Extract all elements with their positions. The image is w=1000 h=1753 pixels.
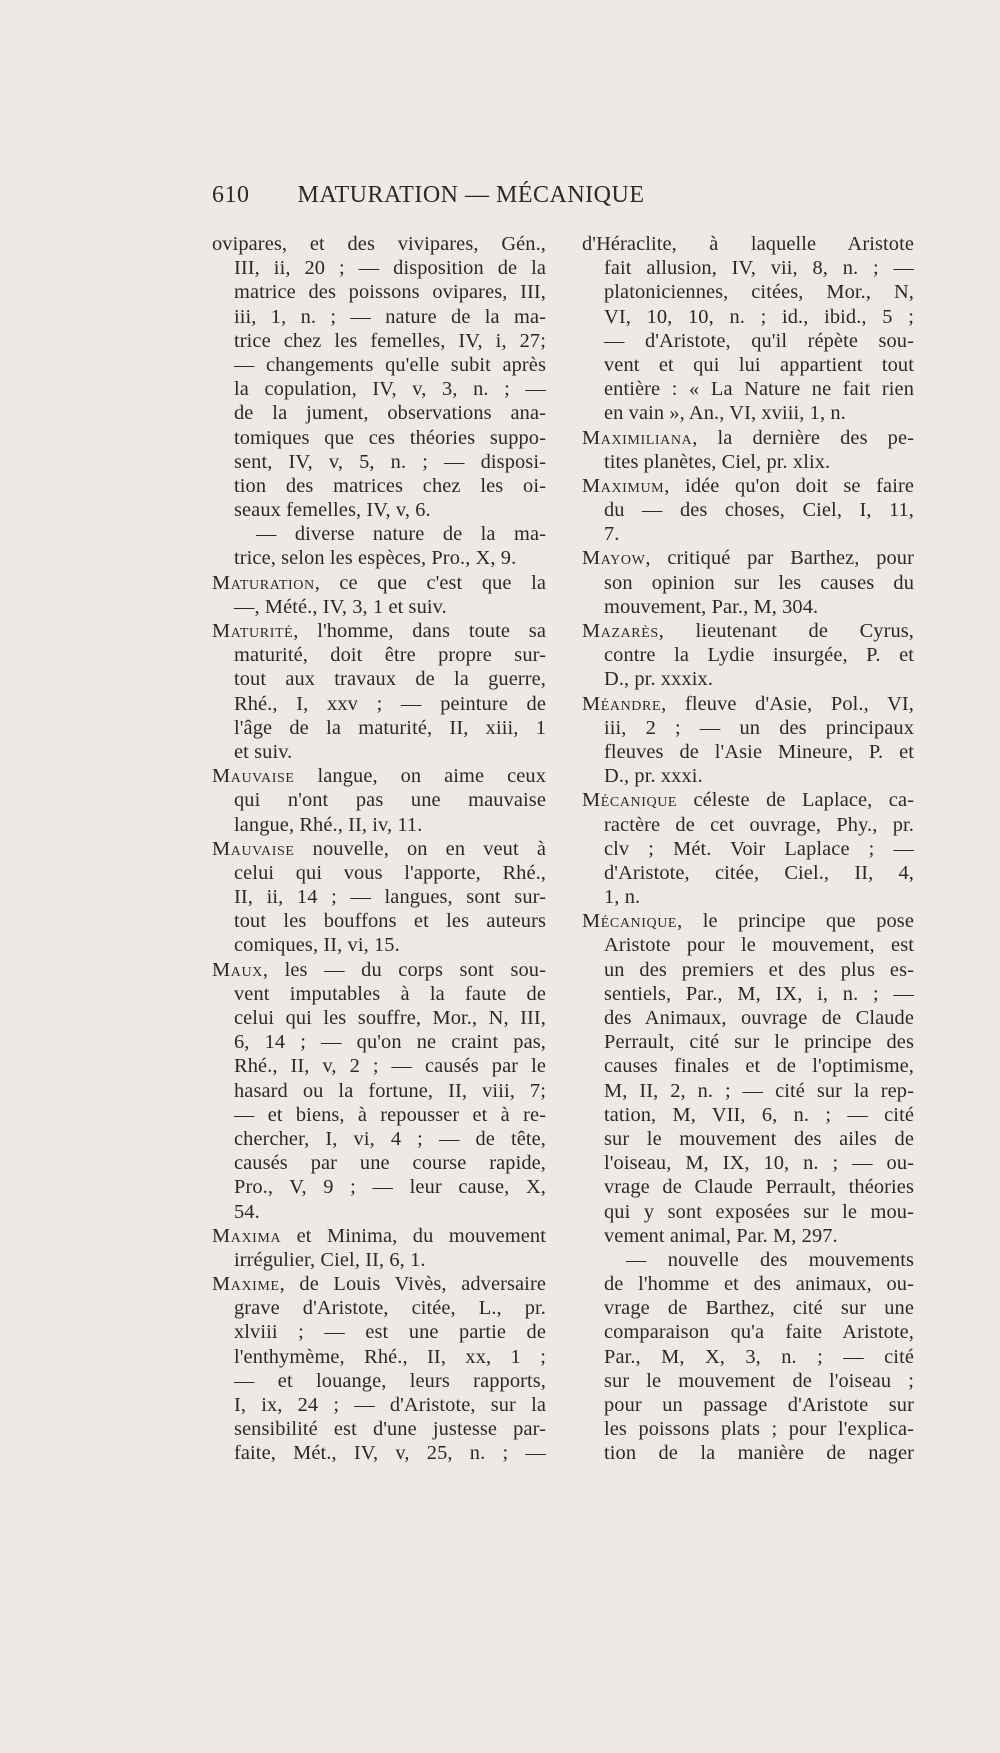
index-line: mouvement, Par., M, 304.	[604, 595, 819, 618]
index-line: Maxime, de Louis Vivès, adversaire	[212, 1273, 546, 1296]
index-headword: Mauvaise	[212, 837, 295, 860]
index-line: Pro., V, 9 ; — leur cause, X,	[234, 1176, 546, 1199]
index-line: de l'homme et des animaux, ou-	[604, 1273, 914, 1296]
index-line: Rhé., I, xxv ; — peinture de	[234, 692, 546, 715]
index-line: vent et qui lui appartient tout	[604, 353, 914, 376]
index-line: tout aux travaux de la guerre,	[234, 668, 546, 691]
index-line: l'enthymème, Rhé., II, xx, 1 ;	[234, 1345, 546, 1368]
index-line: d'Héraclite, à laquelle Aristote	[582, 233, 914, 255]
page-header	[212, 182, 730, 214]
index-line: Par., M, X, 3, n. ; — cité	[604, 1345, 914, 1368]
index-line: Mécanique céleste de Laplace, ca-	[582, 789, 914, 812]
index-line: du — des choses, Ciel, I, 11,	[604, 499, 914, 522]
index-line: comiques, II, vi, 15.	[234, 934, 400, 957]
index-line: Mécanique, le principe que pose	[582, 910, 914, 933]
index-line: trice chez les femelles, IV, i, 27;	[234, 329, 546, 352]
index-line: Mauvaise nouvelle, on en veut à	[212, 837, 546, 860]
index-line: en vain », An., VI, xviii, 1, n.	[604, 402, 846, 425]
index-line: vement animal, Par. M, 297.	[604, 1224, 838, 1247]
index-line: ractère de cet ouvrage, Phy., pr.	[604, 813, 914, 836]
index-headword: Maxime	[212, 1273, 280, 1296]
right-column	[582, 232, 914, 1466]
index-headword: Maturation	[212, 571, 315, 594]
index-line: Maturation, ce que c'est que la	[212, 571, 546, 594]
index-headword: Maxima	[212, 1224, 282, 1247]
index-line: 1, n.	[604, 886, 641, 909]
index-line: chercher, I, vi, 4 ; — de tête,	[234, 1127, 546, 1150]
index-line: sensibilité est d'une justesse par-	[234, 1418, 546, 1441]
index-line: — et biens, à repousser et à re-	[234, 1103, 546, 1126]
index-line: entière : « La Nature ne fait rien	[604, 378, 914, 401]
index-line: pour un passage d'Aristote sur	[604, 1394, 914, 1416]
index-line: la copulation, IV, v, 3, n. ; —	[234, 378, 546, 401]
index-line: Mazarès, lieutenant de Cyrus,	[582, 620, 914, 642]
index-line: hasard ou la fortune, II, viii, 7;	[234, 1079, 546, 1102]
index-line: causes finales et de l'optimisme,	[604, 1055, 914, 1078]
index-line: et suiv.	[234, 740, 293, 763]
index-line: comparaison qu'a faite Aristote,	[604, 1321, 914, 1344]
index-line: d'Aristote, citée, Ciel., II, 4,	[604, 861, 914, 884]
index-line: Mauvaise langue, on aime ceux	[212, 765, 546, 788]
index-headword: Maximiliana	[582, 426, 693, 449]
index-line: fleuves de l'Asie Mineure, P. et	[604, 740, 914, 763]
index-line: VI, 10, 10, n. ; id., ibid., 5 ;	[604, 305, 914, 328]
index-line: tation, M, VII, 6, n. ; — cité	[604, 1103, 914, 1126]
index-line: sent, IV, v, 5, n. ; — disposi-	[234, 450, 546, 473]
index-line: 54.	[234, 1200, 260, 1223]
index-line: — changements qu'elle subit après	[234, 353, 546, 376]
index-line: faite, Mét., IV, v, 25, n. ; —	[234, 1442, 546, 1465]
index-line: Méandre, fleuve d'Asie, Pol., VI,	[582, 692, 914, 715]
index-line: III, ii, 20 ; — disposition de la	[234, 257, 546, 280]
index-line: ovipares, et des vivipares, Gén.,	[212, 233, 546, 255]
index-line: l'oiseau, M, IX, 10, n. ; — ou-	[604, 1152, 914, 1175]
index-line: Maxima et Minima, du mouvement	[212, 1224, 546, 1247]
index-line: Maximum, idée qu'on doit se faire	[582, 474, 914, 497]
index-line: — diverse nature de la ma-	[256, 523, 546, 546]
index-headword: Maux	[212, 958, 263, 981]
index-line: Aristote pour le mouvement, est	[604, 934, 914, 957]
index-line: qui y sont exposées sur le mou-	[604, 1200, 914, 1223]
index-line: platoniciennes, citées, Mor., N,	[604, 281, 914, 304]
index-line: 6, 14 ; — qu'on ne craint pas,	[234, 1031, 546, 1054]
index-line: des Animaux, ouvrage de Claude	[604, 1007, 914, 1029]
index-headword: Maturité	[212, 620, 294, 642]
index-line: un des premiers et des plus es-	[604, 958, 914, 981]
index-line: I, ix, 24 ; — d'Aristote, sur la	[234, 1394, 546, 1416]
index-line: M, II, 2, n. ; — cité sur la rep-	[604, 1079, 914, 1102]
index-line: tion de la manière de nager	[604, 1442, 914, 1465]
index-line: — d'Aristote, qu'il répète sou-	[604, 329, 914, 352]
index-line: irrégulier, Ciel, II, 6, 1.	[234, 1248, 426, 1271]
index-line: clv ; Mét. Voir Laplace ; —	[604, 837, 914, 860]
index-line: tion des matrices chez les oi-	[234, 474, 546, 497]
index-line: sentiels, Par., M, IX, i, n. ; —	[604, 982, 914, 1005]
index-line: iii, 2 ; — un des principaux	[604, 716, 914, 739]
index-line: Maximiliana, la dernière des pe-	[582, 426, 914, 449]
page-number: 610	[212, 182, 250, 208]
index-line: — et louange, leurs rapports,	[234, 1369, 546, 1392]
index-line: Perrault, cité sur le principe des	[604, 1031, 914, 1054]
index-line: vent imputables à la faute de	[234, 982, 546, 1005]
index-line: Mayow, critiqué par Barthez, pour	[582, 547, 914, 570]
index-headword: Mauvaise	[212, 765, 295, 788]
index-line: vrage de Claude Perrault, théories	[604, 1176, 914, 1199]
index-line: 7.	[604, 523, 620, 546]
index-line: fait allusion, IV, vii, 8, n. ; —	[604, 257, 914, 280]
index-line: grave d'Aristote, citée, L., pr.	[234, 1297, 546, 1320]
index-line: xlviii ; — est une partie de	[234, 1321, 546, 1344]
index-line: D., pr. xxxi.	[604, 765, 703, 788]
index-line: seaux femelles, IV, v, 6.	[234, 499, 431, 522]
index-line: matrice des poissons ovipares, III,	[234, 281, 546, 304]
index-line: sur le mouvement de l'oiseau ;	[604, 1369, 914, 1392]
index-line: langue, Rhé., II, iv, 11.	[234, 813, 423, 836]
index-line: les poissons plats ; pour l'explica-	[604, 1418, 914, 1441]
index-line: tomiques que ces théories suppo-	[234, 426, 546, 449]
index-line: maturité, doit être propre sur-	[234, 644, 546, 667]
index-line: iii, 1, n. ; — nature de la ma-	[234, 305, 546, 328]
index-line: celui qui vous l'apporte, Rhé.,	[234, 861, 546, 884]
index-line: D., pr. xxxix.	[604, 668, 714, 691]
index-line: tout les bouffons et les auteurs	[234, 910, 546, 933]
index-line: l'âge de la maturité, II, xiii, 1	[234, 716, 546, 739]
index-line: — nouvelle des mouvements	[626, 1248, 914, 1271]
index-line: son opinion sur les causes du	[604, 571, 914, 594]
left-column	[212, 232, 546, 1466]
index-headword: Mazarès	[582, 620, 659, 642]
index-line: —, Mété., IV, 3, 1 et suiv.	[234, 595, 447, 618]
running-title: MATURATION — MÉCANIQUE	[297, 182, 645, 208]
index-headword: Méandre	[582, 692, 662, 715]
index-line: Rhé., II, v, 2 ; — causés par le	[234, 1055, 546, 1078]
index-line: tites planètes, Ciel, pr. xlix.	[604, 450, 831, 473]
index-headword: Mécanique	[582, 789, 678, 812]
index-line: sur le mouvement des ailes de	[604, 1127, 914, 1150]
index-headword: Maximum	[582, 474, 665, 497]
index-headword: Mayow	[582, 547, 646, 570]
index-line: de la jument, observations ana-	[234, 402, 546, 425]
index-line: contre la Lydie insurgée, P. et	[604, 644, 914, 667]
index-line: qui n'ont pas une mauvaise	[234, 789, 546, 812]
index-headword: Mécanique	[582, 910, 678, 933]
index-line: celui qui les souffre, Mor., N, III,	[234, 1007, 546, 1029]
index-line: II, ii, 14 ; — langues, sont sur-	[234, 886, 546, 909]
index-line: causés par une course rapide,	[234, 1152, 546, 1175]
index-line: Maturité, l'homme, dans toute sa	[212, 620, 546, 642]
index-line: Maux, les — du corps sont sou-	[212, 958, 546, 981]
index-line: trice, selon les espèces, Pro., X, 9.	[234, 547, 517, 570]
index-line: vrage de Barthez, cité sur une	[604, 1297, 914, 1320]
